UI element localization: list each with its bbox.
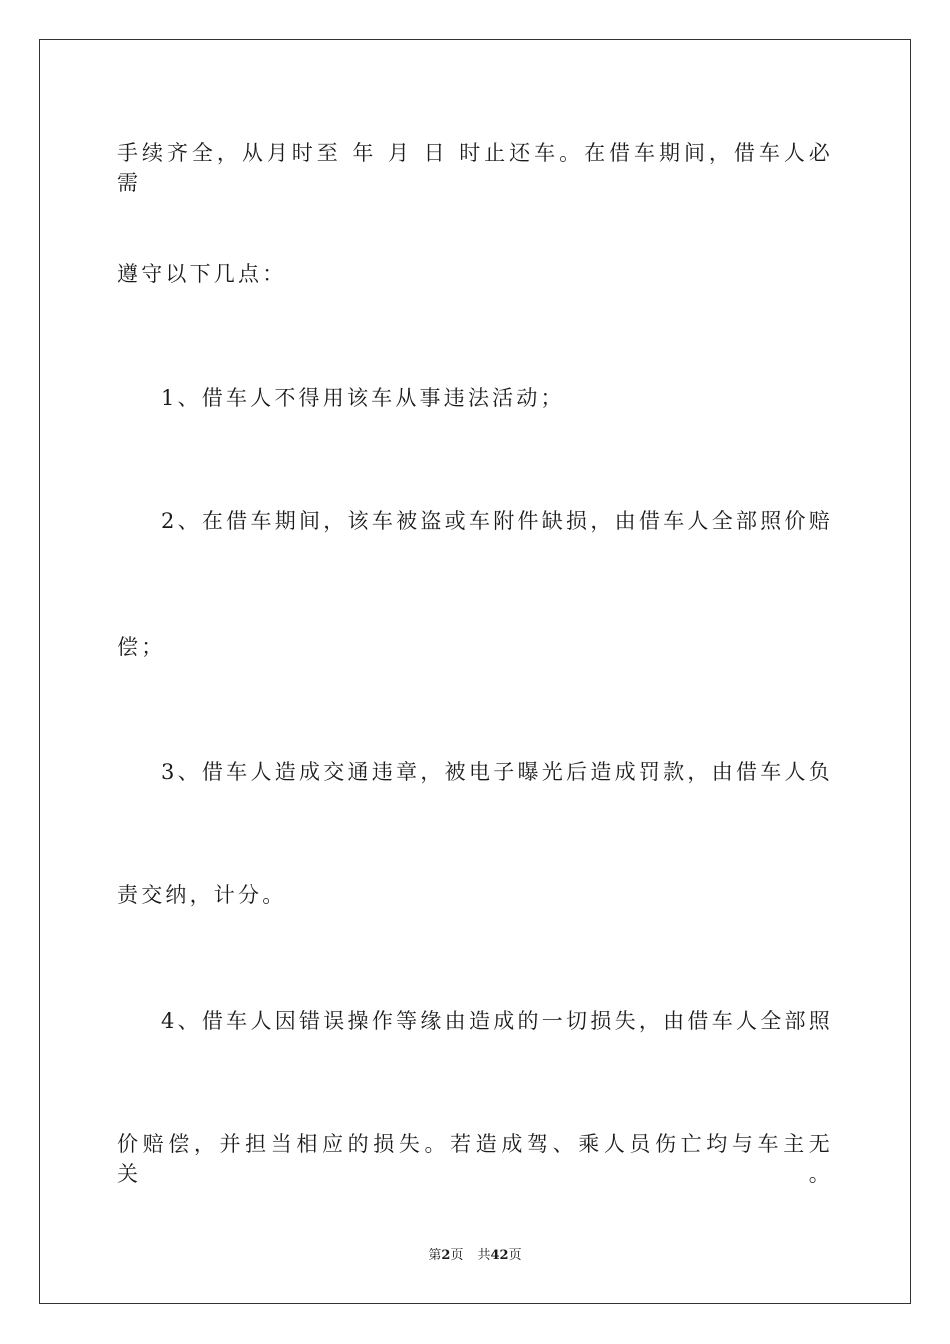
footer-page-current: 2 <box>441 1248 451 1263</box>
footer-total-prefix: 共 <box>477 1248 491 1263</box>
page-footer <box>0 1247 950 1265</box>
list-item-4-continuation: 价赔偿，并担当相应的损失。若造成驾、乘人员伤亡均与车主无关。 <box>117 1132 833 1186</box>
list-item-4: 4、借车人因错误操作等缘由造成的一切损失，由借车人全部照 <box>161 1009 833 1033</box>
footer-page-prefix: 第 <box>428 1248 442 1263</box>
list-item-3: 3、借车人造成交通违章，被电子曝光后造成罚款，由借车人负 <box>161 760 833 784</box>
list-item-1: 1、借车人不得用该车从事违法活动； <box>161 386 565 410</box>
footer-total-suffix: 页 <box>508 1248 522 1263</box>
footer-page-total: 42 <box>490 1248 509 1263</box>
list-item-2-continuation: 偿； <box>117 635 166 659</box>
footer-page-suffix: 页 <box>450 1248 464 1263</box>
body-line-1: 手续齐全，从月时至 年 月 日 时止还车。在借车期间，借车人必需 <box>117 141 833 195</box>
page-border <box>39 39 911 1304</box>
list-item-3-continuation: 责交纳，计分。 <box>117 883 287 907</box>
body-line-2: 遵守以下几点： <box>117 262 287 286</box>
list-item-2: 2、在借车期间，该车被盗或车附件缺损，由借车人全部照价赔 <box>161 509 833 533</box>
